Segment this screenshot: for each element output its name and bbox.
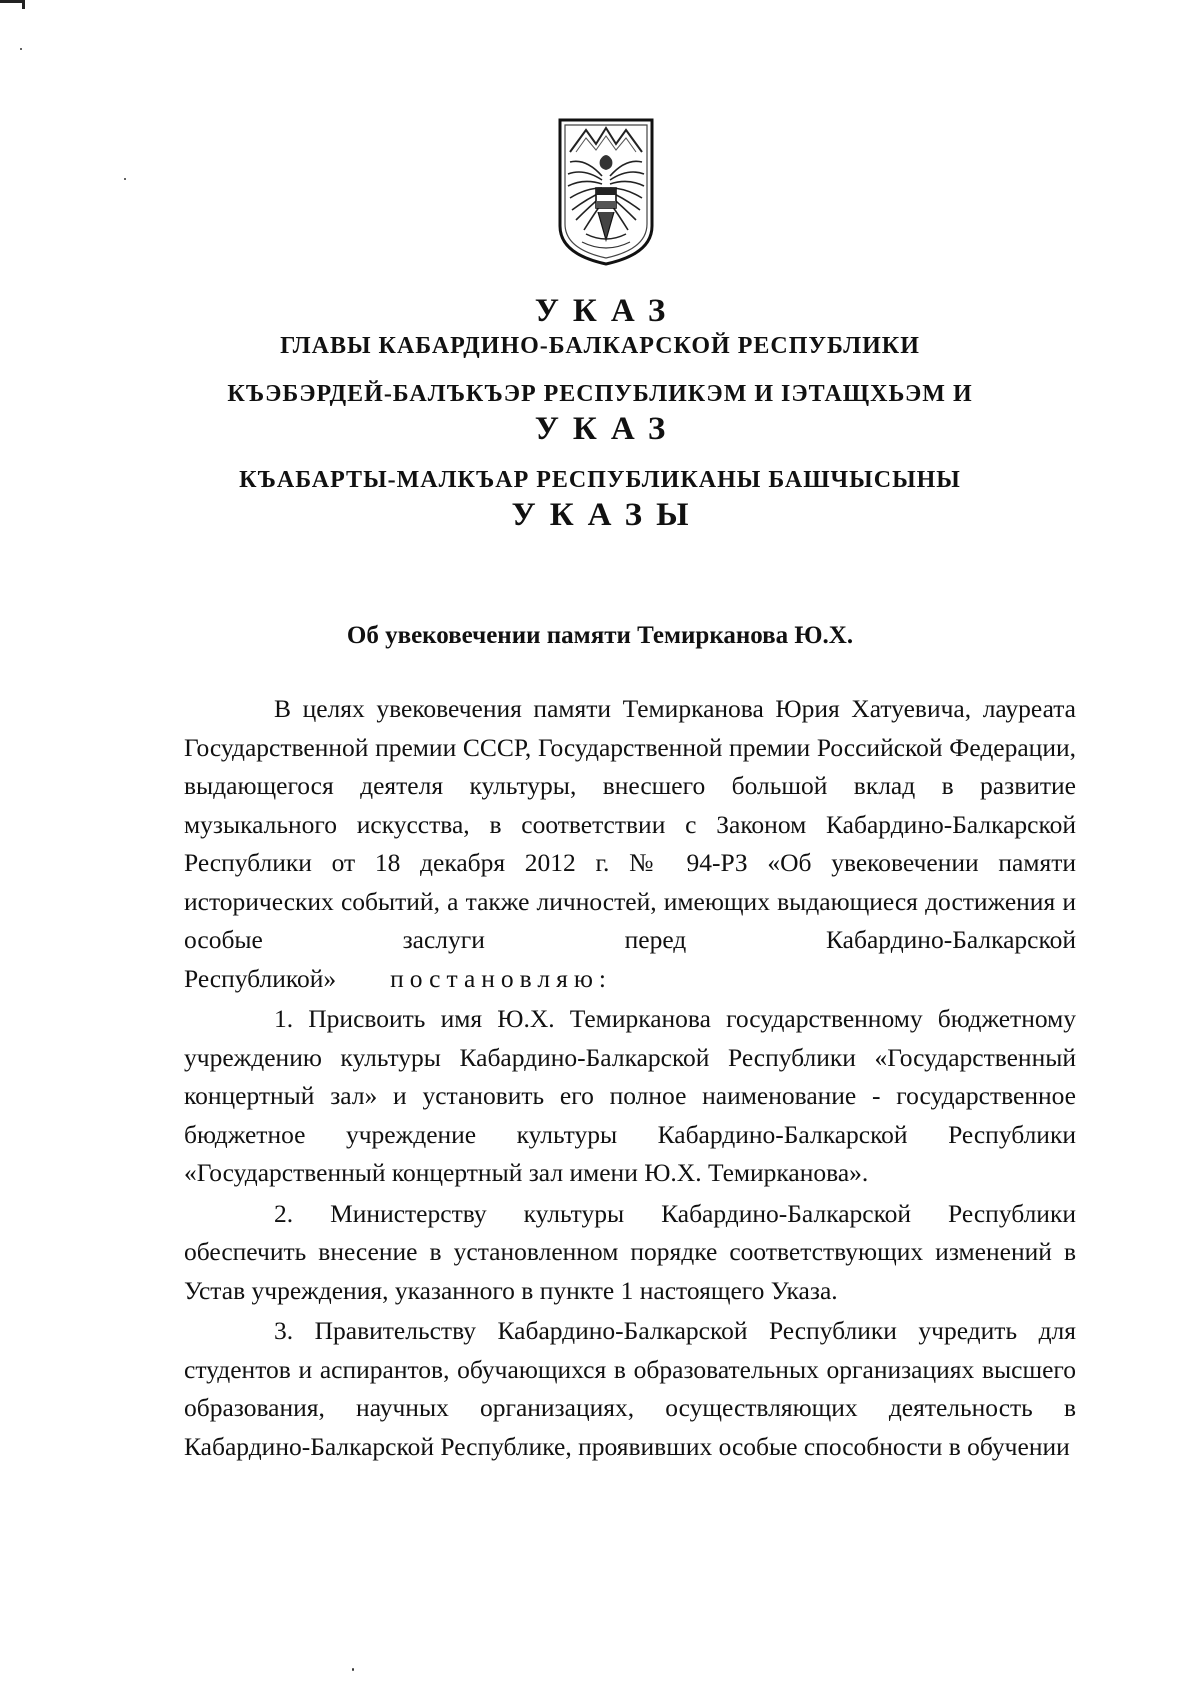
decree-header: [0, 292, 1200, 534]
scan-speck: [20, 48, 22, 50]
scan-speck: [352, 1668, 354, 1671]
scan-speck: [124, 178, 126, 180]
item-3-paragraph: 3. Правительству Кабардино-Балкарской Республики учредить для студентов и аспирантов, обучающихся в образовательных организациях высшего образования, научных организациях, осуществляющих деятельность в Кабардино-Балкарской Республике, проявивших особые способности в обучении: [184, 1316, 1076, 1461]
preamble-text: В целях увековечения памяти Темирканова Юрия Хатуевича, лауреата Государственной премии СССР, Государственной премии Российской Федерации, выдающегося деятеля культуры, внесшего большой вклад в развитие музыкального искусства, в соответствии с Законом Кабардино-Балкарской Республики от 18 декабря 2012 г. № 94-РЗ «Об увековечении памяти исторических событий, а также личностей, имеющих выдающиеся достижения и особые заслуги перед Кабардино-Балкарской Республикой»: [184, 694, 1076, 993]
item-1-paragraph: 1. Присвоить имя Ю.Х. Темирканова государственному бюджетному учреждению культуры Кабардино-Балкарской Республики «Государственный концертный зал» и установить его полное наименование - государственное бюджетное учреждение культуры Кабардино-Балкарской Республики «Государственный концертный зал имени Ю.Х. Темирканова».: [184, 1004, 1076, 1187]
item-2-paragraph: 2. Министерству культуры Кабардино-Балкарской Республики обеспечить внесение в установленном порядке соответствующих изменений в Устав учреждения, указанного в пункте 1 настоящего Указа.: [184, 1198, 1076, 1305]
ukaz-heading: УКАЗ: [534, 411, 680, 447]
coat-of-arms-emblem: [556, 116, 656, 266]
ukaz-heading: УКАЗ: [534, 293, 680, 329]
header-line-kabardian: КЪЭБЭРДЕЙ-БАЛЪКЪЭР РЕСПУБЛИКЭМ И ІЭТАЩХЬЭМ И: [227, 381, 973, 407]
header-line-balkar: КЪАБАРТЫ-МАЛКЪАР РЕСПУБЛИКАНЫ БАШЧЫСЫНЫ: [239, 467, 961, 493]
scan-corner-mark: [0, 0, 25, 9]
ukaz-heading: УКАЗЫ: [511, 497, 703, 533]
document-title: Об увековечении памяти Темирканова Ю.Х.: [346, 622, 854, 649]
preamble-paragraph: [184, 690, 1076, 998]
document-body: [184, 690, 1076, 1468]
decree-word: постановляю:: [390, 963, 612, 993]
header-line-russian: ГЛАВЫ КАБАРДИНО-БАЛКАРСКОЙ РЕСПУБЛИКИ: [280, 333, 920, 359]
